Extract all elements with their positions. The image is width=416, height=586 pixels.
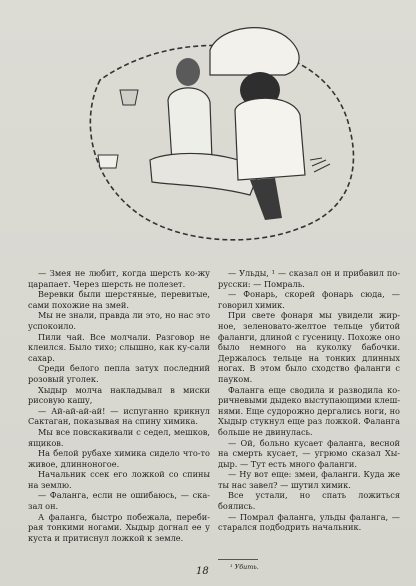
paragraph: А фаланга, быстро побежала, переби-рая тонкими ногами. Хыдыр догнал ее у куста и притиснул ложкой к земле. [28, 511, 210, 543]
campfire-illustration [60, 10, 360, 260]
left-text-column [28, 268, 210, 543]
paragraph: — Помрал фаланга, ульды фаланга, — старался подбодрить начальник. [218, 511, 400, 533]
paragraph: — Ай-ай-ай-ай! — испуганно крикнул Сактаган, показывая на спину химика. [28, 405, 210, 427]
paragraph: — Ой, больно кусает фаланга, весной на смерть кусает, — угрюмо сказал Хы-дыр. — Тут есть много фаланги. [218, 437, 400, 469]
paragraph: Все устали, но спать ложиться боялись. [218, 490, 400, 512]
paragraph: — Ну вот еще: змеи, фаланги. Куда же ты нас завел? — шутил химик. [218, 469, 400, 490]
paragraph: — Фонарь, скорей фонарь сюда, — говорил химик. [218, 289, 400, 310]
paragraph: Фаланга еще сводила и разводила ко-ричневыми дыдеко выступающими клеш-нями. Еще судорожно дергались ноги, но Хыдыр стукнул еще раз ложкой. Фаланга больше не двинулась. [218, 384, 400, 437]
right-text-column [218, 268, 400, 533]
paragraph: Веревки были шерстяные, перевитые, сами похожие на змей. [28, 289, 210, 310]
paragraph: Пили чай. Все молчали. Разговор не клеился. Было тихо; слышно, как ку-сали сахар. [28, 331, 210, 363]
paragraph: — Змея не любит, когда шерсть ко-жу царапает. Через шерсть не полезет. [28, 268, 210, 289]
footnote: ¹ Убить. [230, 563, 259, 571]
footnote-rule [218, 559, 258, 560]
paragraph: Среди белого пепла затух последний розовый уголек. [28, 363, 210, 384]
paragraph: — Фаланга, если не ошибаюсь, — ска-зал он. [28, 490, 210, 512]
paragraph: Хыдыр молча накладывал в миски рисовую кашу, [28, 384, 210, 406]
paragraph: Мы все повскакивали с седел, мешков, ящиков. [28, 426, 210, 448]
page-number: 18 [196, 566, 209, 577]
paragraph: Начальник ссек его ложкой со спины на землю. [28, 469, 210, 490]
paragraph: На белой рубахе химика сидело что-то живое, длинноногое. [28, 448, 210, 469]
paragraph: Мы не знали, правда ли это, но нас это успокоило. [28, 310, 210, 331]
paragraph: При свете фонаря мы увидели жир-ное, зеленовато-желтое тельце убитой фаланги, длиной с гусеницу. Похоже оно было немного на куколку бабочки. Держалось тельце на тонких длинных ногах. В этом было сходство фаланги с пауком. [218, 310, 400, 384]
paragraph: — Ульды, ¹ — сказал он и прибавил по-русски: — Помраль. [218, 268, 400, 289]
